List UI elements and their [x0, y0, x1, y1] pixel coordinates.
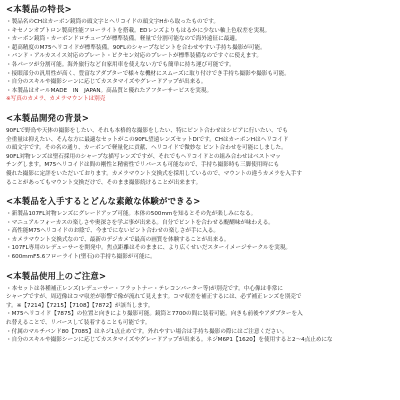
background-line: の頭文字です。その名の通り、カーボンで軽量化に貢献、ヘリコイドで微妙な ピント合わせを可能にしました。 [6, 145, 287, 152]
caution-line: れ替えることで、リバースして装着することも可能です。 [6, 320, 151, 327]
feature-line: ・各パーツが分割可能。海外旅行など自家用車を使えない方でも簡単に持ち運び可能です。 [6, 61, 235, 68]
feature-line: ・バンド・アルカスイス対応のプレート・ピクセン対応のプレートが標準装備なのですぐに使えます。 [6, 53, 263, 60]
section-experience [6, 196, 394, 262]
section-heading: <本製品開発の背景> [6, 112, 90, 123]
section-heading: <本製品の特長> [6, 4, 72, 14]
background-line: 90FL対物レンズは聖石採用のシャープな描写レンズですが、それでもヘリコイドとの組み合わせはベストマッ [6, 153, 281, 160]
caution-line: ・本セットは各種補正レンズ(レデューサー・フラットナー・テレコンバーター等)が別売です。中心像は非常に [6, 285, 283, 292]
section-background [6, 113, 394, 187]
feature-line: ・接眼部分の汎用性が高く、豊富なアダプターで様々な機材にスムーズに取り付けでき手持ち撮影や撮影も可能。 [6, 70, 290, 77]
experience-line: ・マニュアルフォーカスの楽しさや奥深さを学ぶ事が出来る。自分でピントを合わせる醍醐味が味わえる。 [6, 219, 274, 226]
feature-line: ・カーボン鏡筒・カーボンドロチューブが標準装備。軽量で分割可能なので海外遠征に最適。 [6, 36, 241, 43]
background-line: 全重量は抑えたい、そんな方に最適なセットがこの90FL望遠レンズセットDIです。CHはカーボンHはヘリコイド [6, 136, 289, 143]
experience-line: ・カメラマウント交換式なので、最新のデジカメで最高の画質を体験することが出来る。 [6, 236, 230, 243]
feature-line: ・超高精度のM75ヘリコイドが標準装備。90FLのシャープなピントを合わせやすい手持ち撮影が可能。 [6, 44, 266, 51]
background-line: 優れた撮影に定評をいただいております。カメラマウント交換式を採用しているので、マウントの違うカメラを入手す [6, 170, 302, 177]
section-cautions [6, 271, 394, 345]
experience-line: ・高性能M75ヘリコイドのお陰で、今までにないピント合わせの楽しさが手に入る。 [6, 228, 219, 235]
caution-line: す。※【7214】【7215】【7108】【7872】が該当します。 [6, 302, 154, 309]
background-line: ることがあってもマウント交換だけで、そのまま撮影続けることが出来ます。 [6, 179, 202, 186]
caution-line: ・M75ヘリコイド【7875】の位置と向きにより撮影可能。鏡筒と7700の間に装着可能。向きも前後やアダプターを入 [6, 311, 303, 318]
feature-line: ・製品名のCHはカーボン鏡筒の頭文字とヘリコイドの頭文字Hから取ったものです。 [6, 19, 219, 25]
feature-line: ・自分のスキルや撮影シーンに応じてカスタマイズやグレードアップが出来る。 [6, 79, 207, 86]
camera-sold-separately-note: ※写真のカメラ、カメラマウントは別売 [6, 96, 106, 103]
experience-line: ・107FL専用のレデューサーを開発中。焦点距離はそのままに、より広くせいだスターイメージサークルを実現。 [6, 245, 292, 252]
experience-line: ・600mmF5.6フローライト(聖石)の手持ち撮影が可能に。 [6, 254, 156, 261]
feature-line: ・キセノンオプトロン製高性能フローライトを搭載。EDレンズよりもはるかに少ない軸上色収差を実現。 [6, 27, 271, 34]
section-features [6, 4, 394, 104]
feature-line: ・本製品はオールMADE IN JAPAN。高品質と優れたアフターサービスを実現。 [6, 87, 213, 94]
experience-line: ・新製品107FL対物レンズにグレードアップ可能。本体の500mmを知るとその先が楽しみになる。 [6, 211, 257, 218]
section-heading: <本製品使用上のご注意> [6, 270, 107, 281]
caution-line: シャープですが、周辺像はコマ収差が影響で像が流れて見えます。コマ収差を補正するには、必ず補正レンズを別売で [6, 294, 302, 301]
caution-line: ・付属のマルチバンド80【7085】はネジ1点止めです。外れやすい場合は手持ち撮影の際にはご注意ください。 [6, 328, 288, 335]
section-heading: <本製品を入手するとどんな素敵な体験ができる> [6, 196, 201, 207]
background-line: チングします。M75ヘリコイドは間の剛性と精密性でリバースも可能なので、手持ち撮影時も三脚使用時にも [6, 162, 280, 169]
background-line: 90FLで野鳥や天体の撮影をしたい、それも本格的な撮影をしたい、特にピント合わせはシビアに行いたい、でも [6, 127, 288, 134]
caution-line: ・自分のスキルや撮影シーンに応じてカスタマイズやグレードアップが出来る。ネジM6P1【1620】を使用すると2〜4点止めにな [6, 337, 333, 344]
